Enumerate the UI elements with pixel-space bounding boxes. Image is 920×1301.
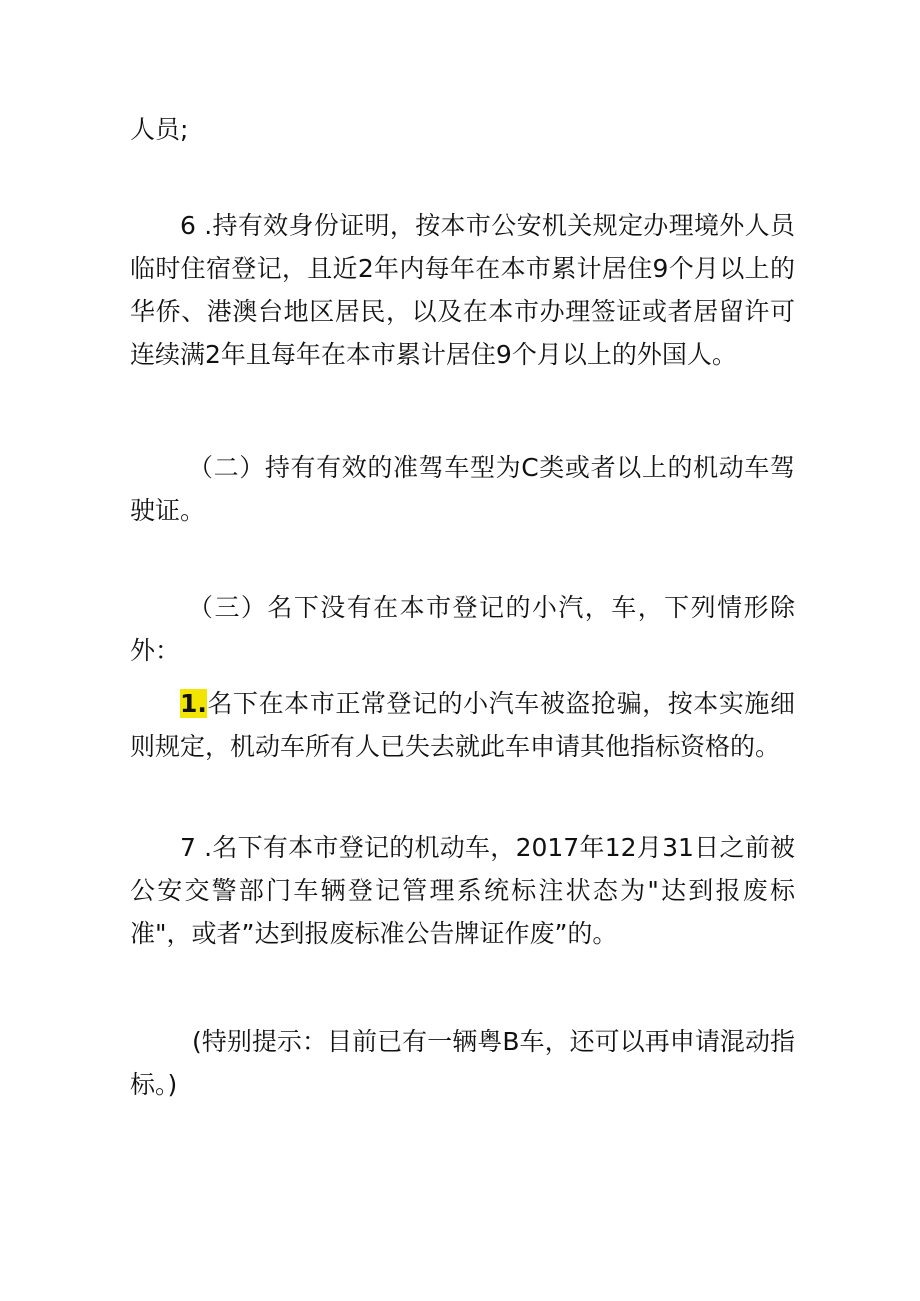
paragraph-item-6 — [130, 204, 795, 376]
paragraph-text: (特别提示：目前已有一辆粤B车，还可以再申请混动指标。) — [130, 1027, 795, 1099]
highlighted-item-number: 1. — [180, 689, 207, 718]
paragraph-text: 名下在本市正常登记的小汽车被盗抢骗，按本实施细则规定，机动车所有人已失去就此车申请其他指标资格的。 — [130, 689, 795, 761]
paragraph-text: 人员; — [130, 115, 189, 144]
paragraph-special-note — [130, 1020, 795, 1106]
paragraph-item-7 — [130, 826, 795, 955]
paragraph-text: 6 .持有效身份证明，按本市公安机关规定办理境外人员临时住宿登记，且近2年内每年在本市累计居住9个月以上的华侨、港澳台地区居民，以及在本市办理签证或者居留许可连续满2年且每年在本市累计居住9个月以上的外国人。 — [130, 211, 795, 369]
paragraph-text: 7 .名下有本市登记的机动车，2017年12月31日之前被公安交警部门车辆登记管理系统标注状态为"达到报废标准"，或者”达到报废标准公告牌证作废”的。 — [130, 833, 795, 948]
paragraph-item-1 — [130, 682, 795, 768]
paragraph-continuation — [130, 108, 795, 151]
paragraph-section-2 — [130, 446, 795, 532]
paragraph-text: （二）持有有效的准驾车型为C类或者以上的机动车驾驶证。 — [130, 453, 795, 525]
paragraph-text: （三）名下没有在本市登记的小汽，车，下列情形除外： — [130, 593, 795, 665]
paragraph-section-3 — [130, 586, 795, 672]
